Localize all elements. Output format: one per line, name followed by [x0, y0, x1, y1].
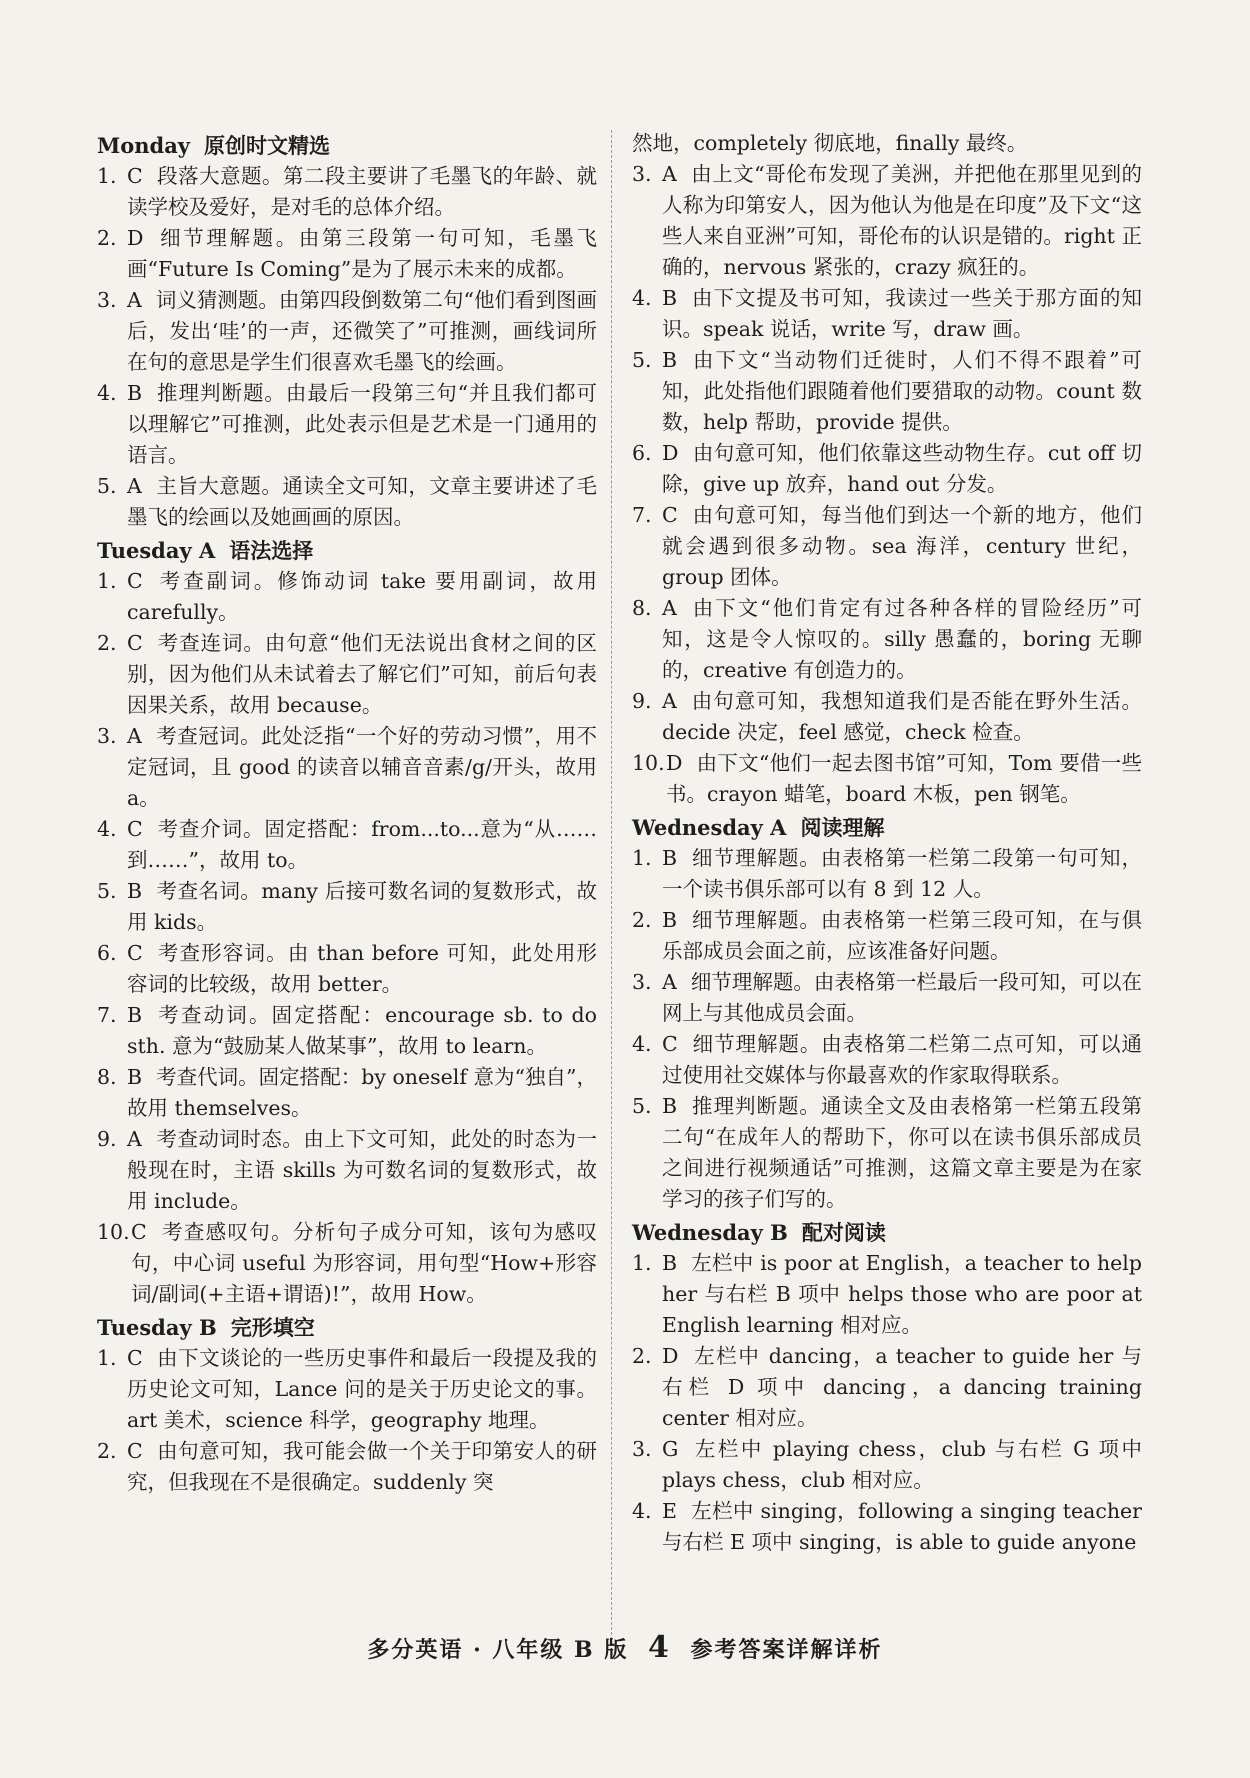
explanation-text: 细节理解题。由表格第二栏第二点可知，可以通过使用社交媒体与你最喜欢的作家取得联系。	[662, 1032, 1142, 1087]
section-day: Tuesday A	[97, 538, 216, 563]
answer-letter: B	[662, 1094, 678, 1118]
item-number: 3.	[632, 970, 652, 994]
answer-letter: B	[662, 908, 678, 932]
explanation-text: 左栏中 dancing，a teacher to guide her 与右栏 D 项中 dancing，a dancing training center 相对应。	[662, 1344, 1142, 1430]
item-number: 1.	[97, 569, 117, 593]
item-number: 5.	[632, 1094, 652, 1118]
explanation-text: 由下文谈论的一些历史事件和最后一段提及我的历史论文可知，Lance 问的是关于历史论文的事。art 美术，science 科学，geography 地理。	[127, 1346, 597, 1432]
item-number: 8.	[97, 1065, 117, 1089]
answer-letter: A	[127, 1127, 142, 1151]
answer-letter: D	[662, 1344, 679, 1368]
answer-letter: E	[662, 1499, 677, 1523]
explanation-text: 考查动词。固定搭配：encourage sb. to do sth. 意为“鼓励某人做某事”，故用 to learn。	[127, 1003, 597, 1058]
answer-letter: D	[666, 751, 683, 775]
item-number: 5.	[97, 474, 117, 498]
section-title: 完形填空	[230, 1315, 315, 1340]
explanation-text: 左栏中 is poor at English，a teacher to help her 与右栏 B 项中 helps those who are poor at English learning 相对应。	[662, 1251, 1142, 1337]
explanation-text: 考查名词。many 后接可数名词的复数形式，故用 kids。	[127, 879, 597, 934]
explanation-text: 考查形容词。由 than before 可知，此处用形容词的比较级，故用 better。	[127, 941, 597, 996]
answer-item	[97, 161, 597, 223]
answer-letter: A	[662, 596, 677, 620]
answer-item	[632, 967, 1142, 1029]
section-heading	[97, 130, 597, 161]
answer-item	[632, 1496, 1142, 1558]
answer-letter: A	[127, 474, 142, 498]
item-number: 9.	[632, 689, 652, 713]
explanation-text: 由句意可知，我可能会做一个关于印第安人的研究，但我现在不是很确定。suddenly 突	[127, 1439, 597, 1494]
column-divider	[611, 130, 612, 1645]
answer-item	[632, 748, 1142, 810]
answer-item	[97, 566, 597, 628]
item-number: 9.	[97, 1127, 117, 1151]
answer-letter: A	[662, 689, 677, 713]
section-day: Wednesday B	[632, 1220, 788, 1245]
answer-letter: C	[662, 503, 678, 527]
answer-item	[632, 438, 1142, 500]
explanation-text: 推理判断题。由最后一段第三句“并且我们都可以理解它”可推测，此处表示但是艺术是一门通用的语言。	[127, 381, 597, 467]
answer-item	[632, 159, 1142, 283]
answer-item	[632, 1434, 1142, 1496]
page-number: 4	[648, 1630, 671, 1665]
explanation-text: 细节理解题。由第三段第一句可知，毛墨飞画“Future Is Coming”是为了展示未来的成都。	[127, 226, 597, 281]
section-heading	[97, 1312, 597, 1343]
explanation-text: 由下文“当动物们迁徙时，人们不得不跟着”可知，此处指他们跟随着他们要猎取的动物。count 数数，help 帮助，provide 提供。	[662, 348, 1142, 434]
answer-letter: C	[127, 817, 143, 841]
answer-item	[97, 1124, 597, 1217]
answer-letter: C	[662, 1032, 678, 1056]
answer-item	[632, 1029, 1142, 1091]
answer-item	[632, 1341, 1142, 1434]
answer-item	[632, 283, 1142, 345]
explanation-text: 细节理解题。由表格第一栏第三段可知，在与俱乐部成员会面之前，应该准备好问题。	[662, 908, 1142, 963]
answer-item	[632, 686, 1142, 748]
explanation-text: 主旨大意题。通读全文可知，文章主要讲述了毛墨飞的绘画以及她画画的原因。	[127, 474, 597, 529]
answer-letter: B	[662, 1251, 678, 1275]
section-title: 语法选择	[229, 538, 314, 563]
answer-letter: A	[127, 724, 142, 748]
answer-letter: B	[127, 1003, 143, 1027]
section-day: Wednesday A	[632, 815, 787, 840]
explanation-text: 由下文“他们肯定有过各种各样的冒险经历”可知，这是令人惊叹的。silly 愚蠢的，boring 无聊的，creative 有创造力的。	[662, 596, 1142, 682]
answer-letter: A	[127, 288, 142, 312]
item-number: 1.	[97, 164, 117, 188]
answer-item	[97, 1217, 597, 1310]
explanation-text: 考查感叹句。分析句子成分可知，该句为感叹句，中心词 useful 为形容词，用句型“How+形容词/副词(+主语+谓语)!”，故用 How。	[131, 1220, 597, 1306]
item-number: 10.	[97, 1220, 130, 1244]
item-number: 7.	[97, 1003, 117, 1027]
answer-letter: D	[127, 226, 144, 250]
answer-item	[632, 843, 1142, 905]
item-number: 1.	[632, 1251, 652, 1275]
answer-letter: G	[662, 1437, 679, 1461]
item-number: 6.	[632, 441, 652, 465]
page-footer	[0, 1630, 1250, 1665]
answer-item	[97, 1062, 597, 1124]
section-title: 原创时文精选	[204, 133, 331, 158]
answer-item	[632, 593, 1142, 686]
item-number: 4.	[632, 1499, 652, 1523]
item-number: 5.	[97, 879, 117, 903]
footer-book-title: 多分英语 · 八年级 B 版	[367, 1637, 629, 1663]
item-number: 1.	[97, 1346, 117, 1370]
answer-letter: B	[662, 348, 678, 372]
answer-letter: B	[662, 846, 678, 870]
answer-item	[632, 1091, 1142, 1215]
answer-item	[97, 876, 597, 938]
answer-letter: C	[131, 1220, 147, 1244]
item-number: 3.	[632, 1437, 652, 1461]
answer-letter: B	[127, 1065, 143, 1089]
explanation-text: 考查动词时态。由上下文可知，此处的时态为一般现在时，主语 skills 为可数名词的复数形式，故用 include。	[127, 1127, 597, 1213]
explanation-text: 考查副词。修饰动词 take 要用副词，故用 carefully。	[127, 569, 597, 624]
answer-item	[97, 471, 597, 533]
answer-item	[97, 938, 597, 1000]
answer-letter: B	[662, 286, 678, 310]
explanation-text: 考查连词。由句意“他们无法说出食材之间的区别，因为他们从未试着去了解它们”可知，前后句表因果关系，故用 because。	[127, 631, 597, 717]
item-number: 4.	[632, 286, 652, 310]
item-number: 2.	[97, 631, 117, 655]
item-number: 3.	[97, 724, 117, 748]
answer-item	[97, 1436, 597, 1498]
item-number: 7.	[632, 503, 652, 527]
answer-item	[632, 500, 1142, 593]
answer-item	[97, 1343, 597, 1436]
left-column	[97, 128, 597, 1498]
answer-item	[97, 378, 597, 471]
item-number: 2.	[632, 1344, 652, 1368]
explanation-text: 由上文“哥伦布发现了美洲，并把他在那里见到的人称为印第安人，因为他认为他是在印度”及下文“这些人来自亚洲”可知，哥伦布的认识是错的。right 正确的，nervous 紧张的，crazy 疯狂的。	[662, 162, 1142, 279]
item-number: 6.	[97, 941, 117, 965]
answer-letter: C	[127, 164, 143, 188]
item-number: 4.	[97, 817, 117, 841]
item-number: 3.	[632, 162, 652, 186]
item-number: 1.	[632, 846, 652, 870]
answer-item	[632, 905, 1142, 967]
item-number: 5.	[632, 348, 652, 372]
answer-item	[97, 721, 597, 814]
answer-item	[97, 285, 597, 378]
section-title: 阅读理解	[800, 815, 885, 840]
item-number: 8.	[632, 596, 652, 620]
answer-letter: A	[662, 970, 677, 994]
answer-letter: B	[127, 381, 143, 405]
explanation-text: 左栏中 playing chess，club 与右栏 G 项中 plays chess，club 相对应。	[662, 1437, 1142, 1492]
answer-letter: A	[662, 162, 677, 186]
answer-item	[632, 1248, 1142, 1341]
answer-letter: C	[127, 941, 143, 965]
continued-text: 然地，completely 彻底地，finally 最终。	[632, 131, 1028, 155]
explanation-text: 考查冠词。此处泛指“一个好的劳动习惯”，用不定冠词，且 good 的读音以辅音音素/g/开头，故用 a。	[127, 724, 597, 810]
answer-item	[97, 628, 597, 721]
section-heading	[97, 535, 597, 566]
answer-item	[97, 1000, 597, 1062]
explanation-text: 由下文“他们一起去图书馆”可知，Tom 要借一些书。crayon 蜡笔，board 木板，pen 钢笔。	[666, 751, 1142, 806]
item-number: 10.	[632, 751, 665, 775]
section-day: Tuesday B	[97, 1315, 217, 1340]
answer-letter: C	[127, 569, 143, 593]
footer-subtitle: 参考答案详解详析	[690, 1637, 883, 1663]
explanation-text: 考查介词。固定搭配：from...to...意为“从……到……”，故用 to。	[127, 817, 597, 872]
item-number: 2.	[97, 226, 117, 250]
explanation-text: 细节理解题。由表格第一栏第二段第一句可知，一个读书俱乐部可以有 8 到 12 人。	[662, 846, 1142, 901]
answer-letter: D	[662, 441, 679, 465]
right-column	[632, 128, 1142, 1558]
section-heading	[632, 812, 1142, 843]
answer-item	[632, 345, 1142, 438]
item-number: 2.	[97, 1439, 117, 1463]
answer-item	[97, 223, 597, 285]
answer-letter: C	[127, 631, 143, 655]
explanation-text: 由句意可知，我想知道我们是否能在野外生活。decide 决定，feel 感觉，check 检查。	[662, 689, 1142, 744]
explanation-text: 词义猜测题。由第四段倒数第二句“他们看到图画后，发出‘哇’的一声，还微笑了”可推测，画线词所在句的意思是学生们很喜欢毛墨飞的绘画。	[127, 288, 597, 374]
explanation-text: 细节理解题。由表格第一栏最后一段可知，可以在网上与其他成员会面。	[662, 970, 1142, 1025]
explanation-text: 由句意可知，每当他们到达一个新的地方，他们就会遇到很多动物。sea 海洋，century 世纪，group 团体。	[662, 503, 1142, 589]
explanation-text: 由下文提及书可知，我读过一些关于那方面的知识。speak 说话，write 写，draw 画。	[662, 286, 1142, 341]
answer-item	[97, 814, 597, 876]
answer-letter: B	[127, 879, 143, 903]
explanation-text: 由句意可知，他们依靠这些动物生存。cut off 切除，give up 放弃，hand out 分发。	[662, 441, 1142, 496]
answer-letter: C	[127, 1439, 143, 1463]
item-number: 3.	[97, 288, 117, 312]
section-heading	[632, 1217, 1142, 1248]
explanation-text: 考查代词。固定搭配：by oneself 意为“独自”，故用 themselves。	[127, 1065, 597, 1120]
item-number: 2.	[632, 908, 652, 932]
explanation-text: 段落大意题。第二段主要讲了毛墨飞的年龄、就读学校及爱好，是对毛的总体介绍。	[127, 164, 597, 219]
section-day: Monday	[97, 133, 191, 158]
item-number: 4.	[632, 1032, 652, 1056]
section-title: 配对阅读	[801, 1220, 886, 1245]
item-number: 4.	[97, 381, 117, 405]
explanation-text: 左栏中 singing，following a singing teacher 与右栏 E 项中 singing，is able to guide anyone	[662, 1499, 1142, 1554]
answer-letter: C	[127, 1346, 143, 1370]
explanation-text: 推理判断题。通读全文及由表格第一栏第五段第二句“在成年人的帮助下，你可以在读书俱乐部成员之间进行视频通话”可推测，这篇文章主要是为在家学习的孩子们写的。	[662, 1094, 1142, 1211]
